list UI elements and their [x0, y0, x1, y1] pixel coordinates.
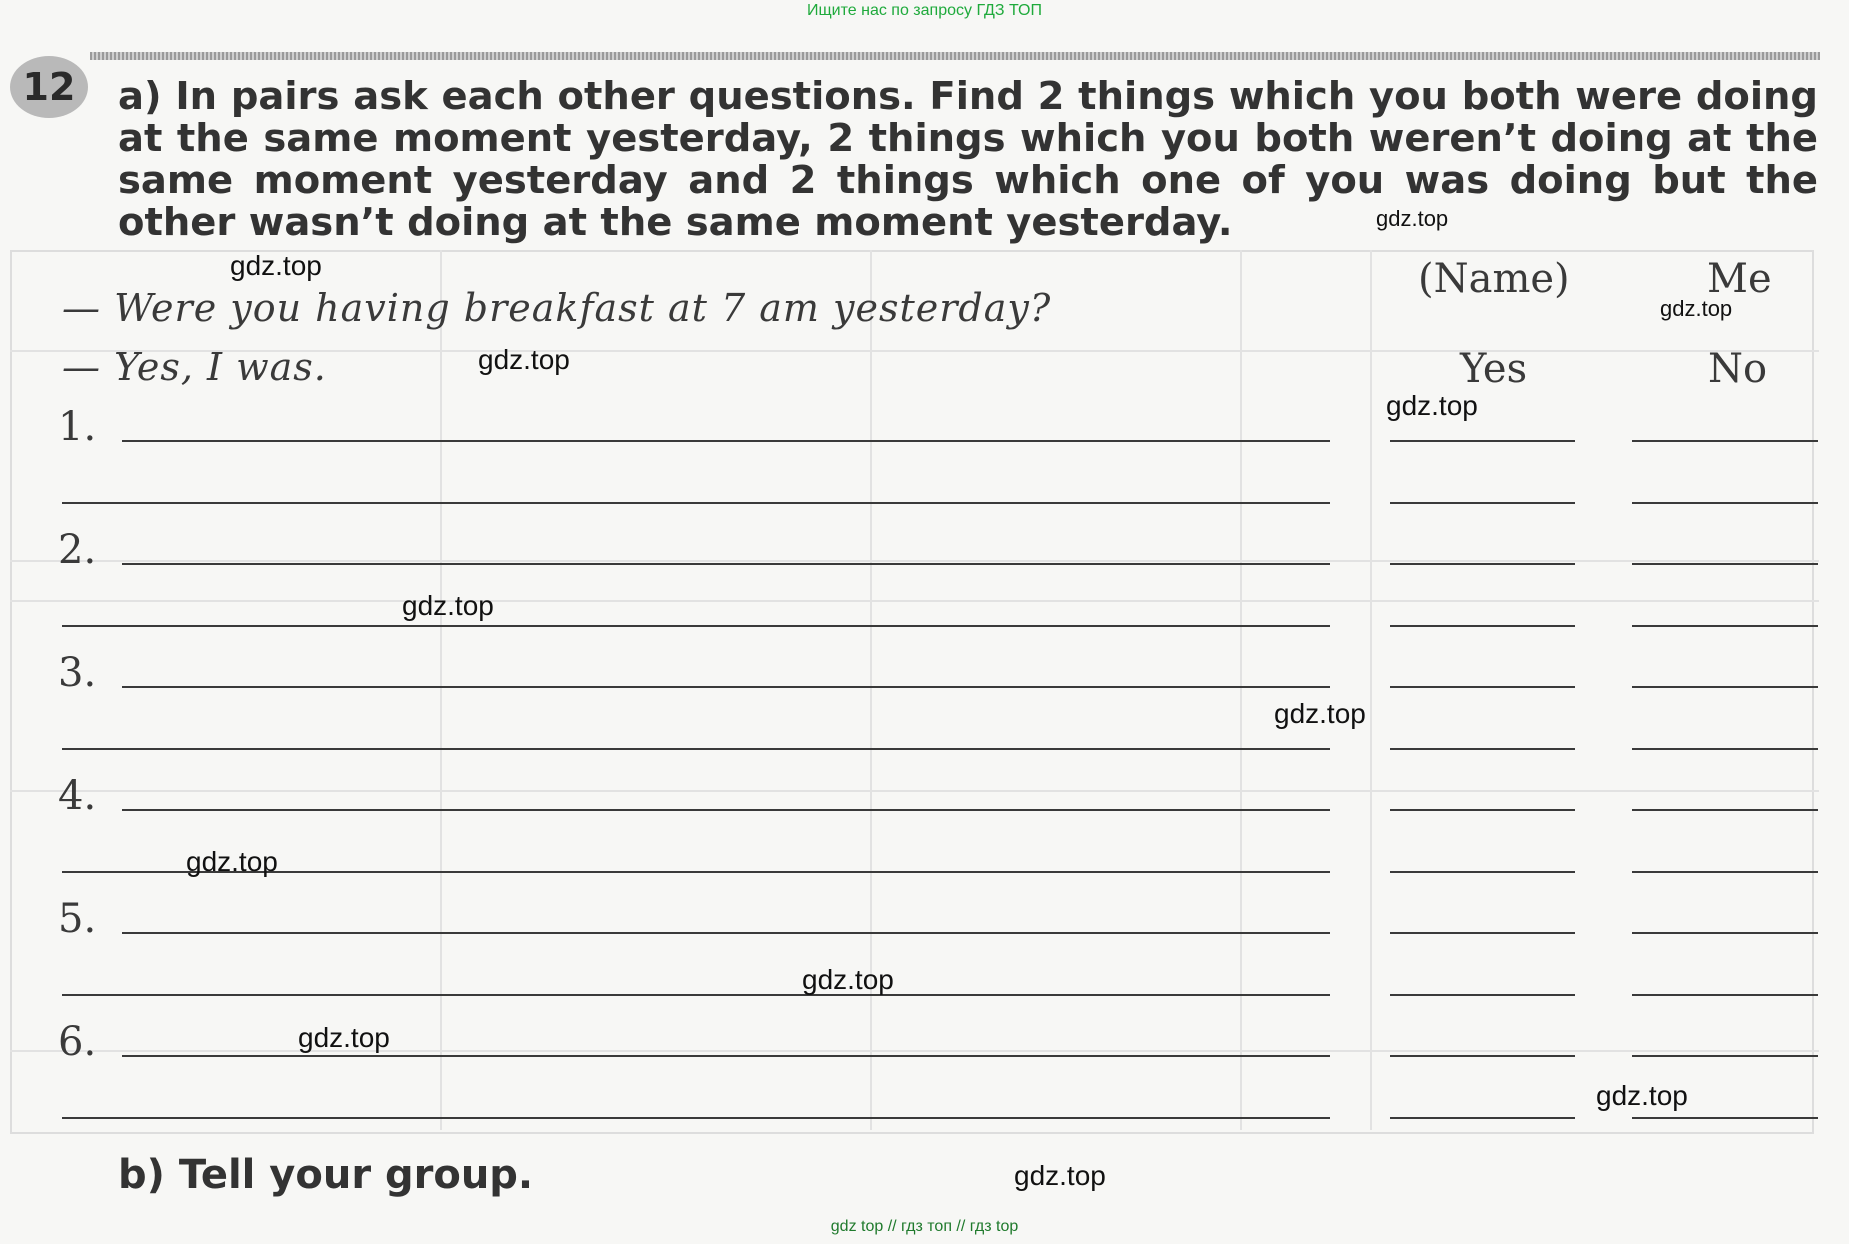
name-answer-line [1390, 871, 1575, 873]
item-number: 1. [58, 404, 97, 450]
me-answer-line [1632, 502, 1818, 504]
name-answer-line [1390, 932, 1575, 934]
me-answer-line [1632, 563, 1818, 565]
column-header-name: (Name) [1418, 256, 1570, 302]
watermark: gdz.top [230, 250, 322, 281]
part-b-instructions: b) Tell your group. [118, 1152, 534, 1198]
watermark: gdz.top [298, 1022, 390, 1053]
me-answer-line [1632, 440, 1818, 442]
answer-line [62, 1117, 1330, 1119]
name-answer-line [1390, 994, 1575, 996]
watermark: gdz.top [402, 590, 494, 621]
watermark: gdz.top [1386, 390, 1478, 421]
watermark: gdz.top [1660, 296, 1733, 321]
example-answer: — Yes, I was. [62, 345, 327, 389]
bleed-through-line [870, 250, 872, 1130]
me-answer-line [1632, 809, 1818, 811]
answer-line [122, 686, 1330, 688]
me-answer-line [1632, 994, 1818, 996]
bleed-through-line [10, 560, 1819, 562]
name-answer-line [1390, 625, 1575, 627]
watermark: gdz.top [478, 344, 570, 375]
item-number: 2. [58, 527, 97, 573]
bleed-through-line [440, 250, 442, 1130]
part-a-instructions: a) In pairs ask each other questions. Find 2 things which you both were doing at the same moment yesterday, 2 things which you both weren’t doing at the same moment yesterday and 2 things which one of you was doing but the other wasn’t doing at the same moment yesterday. [118, 74, 1818, 245]
bleed-through-line [10, 600, 1819, 602]
column-header-yes: Yes [1460, 346, 1528, 392]
watermark: gdz.top [1376, 206, 1449, 231]
name-answer-line [1390, 809, 1575, 811]
answer-line [62, 625, 1330, 627]
name-answer-line [1390, 1117, 1575, 1119]
column-header-me: Me [1707, 256, 1772, 302]
name-answer-line [1390, 502, 1575, 504]
answer-line [62, 502, 1330, 504]
item-number: 4. [58, 773, 97, 819]
answer-line [122, 1055, 1330, 1057]
column-header-no: No [1708, 346, 1768, 392]
me-answer-line [1632, 686, 1818, 688]
item-number: 6. [58, 1019, 97, 1065]
item-number: 3. [58, 650, 97, 696]
watermark: gdz.top [1596, 1080, 1688, 1111]
answer-line [122, 932, 1330, 934]
header-rule [90, 52, 1820, 60]
bleed-through-line [1370, 250, 1372, 1130]
watermark: gdz.top [1274, 698, 1366, 729]
top-banner[interactable]: Ищите нас по запросу ГДЗ ТОП [807, 2, 1042, 19]
item-number: 5. [58, 896, 97, 942]
answer-line [122, 440, 1330, 442]
exercise-number: 12 [22, 65, 76, 109]
watermark: gdz.top [186, 846, 278, 877]
name-answer-line [1390, 1055, 1575, 1057]
me-answer-line [1632, 625, 1818, 627]
name-answer-line [1390, 440, 1575, 442]
bleed-through-line [10, 790, 1819, 792]
watermark: gdz.top [1014, 1160, 1106, 1191]
me-answer-line [1632, 748, 1818, 750]
answer-line [122, 809, 1330, 811]
exercise-number-badge [10, 56, 88, 118]
bottom-banner[interactable]: gdz top // гдз топ // гдз top [830, 1218, 1019, 1235]
me-answer-line [1632, 1055, 1818, 1057]
me-answer-line [1632, 932, 1818, 934]
example-question: — Were you having breakfast at 7 am yesterday? [62, 286, 1052, 330]
name-answer-line [1390, 563, 1575, 565]
answer-line [62, 994, 1330, 996]
bleed-through-line [10, 1050, 1819, 1052]
me-answer-line [1632, 1117, 1818, 1119]
bleed-through-line [1240, 250, 1242, 1130]
name-answer-line [1390, 686, 1575, 688]
watermark: gdz.top [802, 964, 894, 995]
answer-line [122, 563, 1330, 565]
me-answer-line [1632, 871, 1818, 873]
name-answer-line [1390, 748, 1575, 750]
answer-line [62, 748, 1330, 750]
